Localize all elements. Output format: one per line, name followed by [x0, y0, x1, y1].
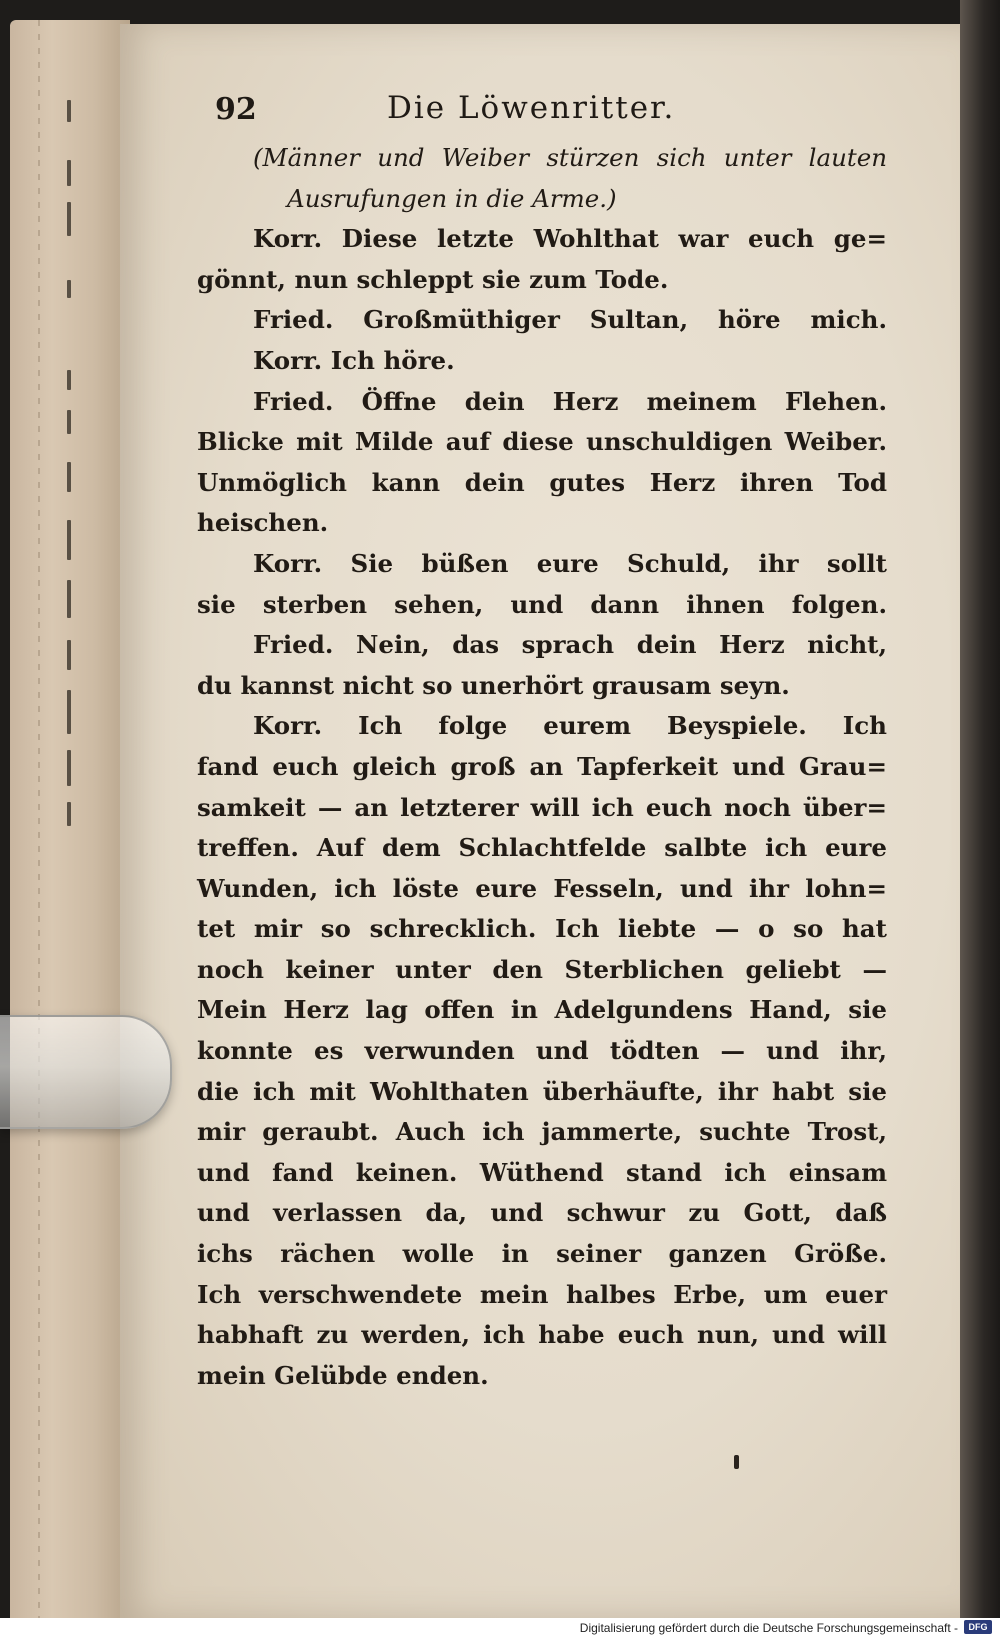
ink-mark — [734, 1455, 739, 1469]
text-line: noch keiner unter den Sterblichen geliebt — — [197, 954, 887, 984]
page-text-block — [197, 84, 887, 1396]
text-line: Mein Herz lag offen in Adelgundens Hand, sie — [197, 995, 887, 1025]
text-line: Wunden, ich löste eure Fesseln, und ihr lohn= — [197, 873, 887, 903]
text-line: habhaft zu werden, ich habe euch nun, und will — [197, 1320, 887, 1350]
text-line: Korr. Ich folge eurem Beyspiele. Ich — [253, 711, 887, 741]
text-line: Blicke mit Milde auf diese unschuldigen Weiber. — [197, 427, 887, 457]
text-line: und fand keinen. Wüthend stand ich einsam — [197, 1157, 887, 1187]
running-title: Die Löwenritter. — [387, 90, 676, 126]
text-line: Ausrufungen in die Arme.) — [287, 183, 617, 213]
text-line: die ich mit Wohlthaten überhäufte, ihr habt sie — [197, 1076, 887, 1106]
running-head — [197, 84, 887, 138]
text-line: Ich verschwendete mein halbes Erbe, um euer — [197, 1279, 887, 1309]
digitization-footer — [0, 1618, 1000, 1638]
glass-page-holder — [0, 1015, 172, 1129]
text-line: gönnt, nun schleppt sie zum Tode. — [197, 264, 669, 294]
text-line: und verlassen da, und schwur zu Gott, daß — [197, 1198, 887, 1228]
text-line: Korr. Ich höre. — [253, 345, 455, 375]
text-line: Korr. Diese letzte Wohlthat war euch ge= — [253, 224, 887, 254]
text-line: treffen. Auf dem Schlachtfelde salbte ich eure — [197, 833, 887, 863]
text-line: Fried. Nein, das sprach dein Herz nicht, — [253, 630, 887, 660]
text-line: du kannst nicht so unerhört grausam seyn. — [197, 670, 790, 700]
margin-marks — [55, 90, 95, 850]
text-line: fand euch gleich groß an Tapferkeit und Grau= — [197, 751, 887, 781]
text-line: Fried. Großmüthiger Sultan, höre mich. — [253, 305, 887, 335]
text-line: Fried. Öffne dein Herz meinem Flehen. — [253, 386, 887, 416]
text-line: heischen. — [197, 508, 329, 538]
text-line: ichs rächen wolle in seiner ganzen Größe. — [197, 1239, 887, 1269]
text-line: konnte es verwunden und tödten — und ihr, — [197, 1036, 887, 1066]
page-number: 92 — [215, 92, 257, 127]
text-line: Unmöglich kann dein gutes Herz ihren Tod — [197, 467, 887, 497]
text-line: tet mir so schrecklich. Ich liebte — o so hat — [197, 914, 887, 944]
funding-credit: Digitalisierung gefördert durch die Deutsche Forschungsgemeinschaft - — [579, 1621, 958, 1635]
text-line: sie sterben sehen, und dann ihnen folgen. — [197, 589, 887, 619]
text-line: (Männer und Weiber stürzen sich unter lauten — [253, 143, 887, 172]
binding-shadow — [960, 0, 1000, 1618]
text-line: samkeit — an letzterer will ich euch noch über= — [197, 792, 887, 822]
text-line: mir geraubt. Auch ich jammerte, suchte Trost, — [197, 1117, 887, 1147]
text-line: mein Gelübde enden. — [197, 1360, 489, 1390]
dfg-logo: DFG — [964, 1620, 992, 1634]
text-line: Korr. Sie büßen eure Schuld, ihr sollt — [253, 548, 887, 578]
